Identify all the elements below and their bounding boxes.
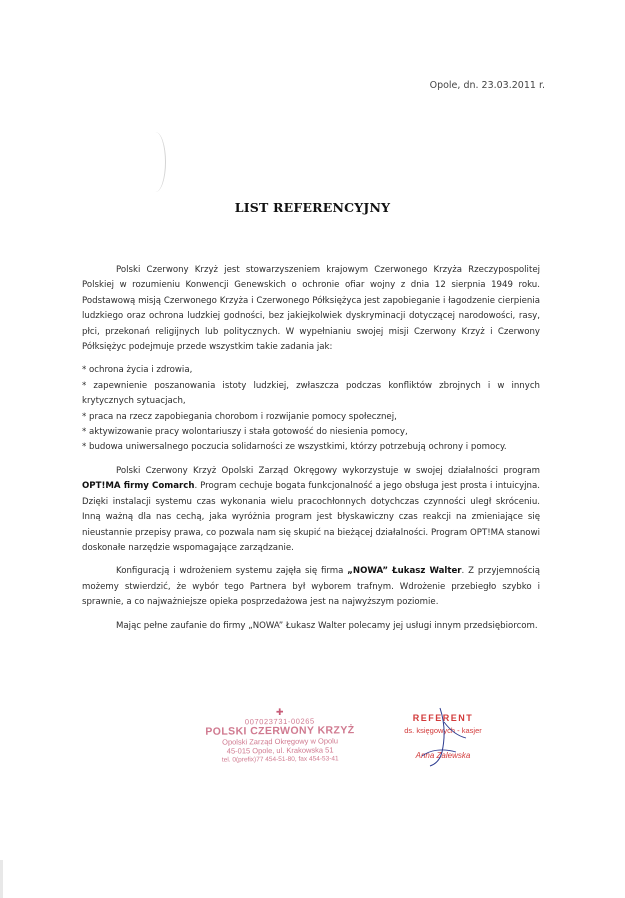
paragraph-partner-start: Konfiguracją i wdrożeniem systemu zajęła się firma	[116, 566, 344, 577]
stamp-organization-name: POLSKI CZERWONY KRZYŻ	[205, 724, 355, 738]
product-name: OPT!MA firmy Comarch	[82, 481, 195, 492]
document-title: LIST REFERENCYJNY	[234, 200, 391, 215]
paragraph-program	[82, 464, 540, 556]
cross-icon: ✚	[275, 706, 284, 718]
list-item: * praca na rzecz zapobiegania chorobom i rozwijanie pomocy społecznej,	[82, 411, 397, 422]
paragraph-recommendation: Mając pełne zaufanie do firmy „NOWA” Łukasz Walter polecamy jej usługi innym przedsiębiorcom.	[116, 620, 538, 631]
paragraph-intro: Polski Czerwony Krzyż jest stowarzyszeniem krajowym Czerwonego Krzyża Rzeczypospolitej Polskiej w rozumieniu Konwencji Genewskich o ochronie ofiar wojny z dnia 12 sierpnia 1949 roku. Podstawową misją Czerwonego Krzyża i Czerwonego Półksiężyca jest zapobieganie i łagodzenie cierpienia ludzkiego oraz ochrona ludzkiej godności, bez jakiejkolwiek dyskryminacji dotyczącej narodowości, rasy, płci, przekonań religijnych lub politycznych. W wypełnianiu swojej misji Czerwony Krzyż i Czerwony Półksiężyc podejmuje przede wszystkim takie zadania jak:	[82, 265, 540, 353]
paragraph-partner-end: . Z przyjemnością możemy stwierdzić, że wybór tego Partnera był wyborem trafnym. Wdrożenie przebiegło szybko i sprawnie, a co najważniejsze opieka posprzedażowa jest na najwyższym poziomie.	[82, 566, 541, 608]
organization-stamp	[205, 707, 356, 765]
referent-title: REFERENT	[412, 713, 474, 723]
list-item: * aktywizowanie pracy wolontariuszy i stała gotowość do niesienia pomocy,	[82, 427, 408, 438]
partner-name: „NOWA” Łukasz Walter	[347, 566, 462, 577]
referent-role: ds. księgowych - kasjer	[404, 726, 482, 735]
stamp-regon: 007023731-00265	[244, 716, 315, 727]
stamp-address: 45-015 Opole, ul. Krakowska 51	[226, 745, 334, 756]
list-item: * zapewnienie poszanowania istoty ludzkiej, zwłaszcza podczas konfliktów zbrojnych i w innych krytycznych sytuacjach,	[82, 380, 540, 407]
handwritten-signature	[400, 700, 480, 770]
paragraph-program-start: Polski Czerwony Krzyż Opolski Zarząd Okręgowy wykorzystuje w swojej działalności program	[116, 465, 540, 476]
paragraph-partner	[82, 564, 540, 610]
task-list	[82, 363, 540, 455]
paragraph-program-end: . Program cechuje bogata funkcjonalność a jego obsługa jest prosta i intuicyjna. Dzięki instalacji systemu czas wykonania wielu pracochłonnych dotychczas czynności uległ skróceniu. Inną ważną dla nas cechą, jaka wyróżnia program jest błyskawiczny czas reakcji na zmieniające się nieustannie przepisy prawa, co pozwala nam się skupić na bieżącej działalności. Program OPT!MA stanowi doskonałe narzędzie wspomagające zarządzanie.	[82, 481, 540, 553]
document-date: Opole, dn. 23.03.2011 r.	[429, 80, 545, 91]
list-item: * ochrona życia i zdrowia,	[82, 365, 193, 376]
referent-name: Anna Zalewska	[415, 751, 471, 760]
punch-mark	[145, 132, 166, 192]
stamp-phone: tel. 0(prefix)77 454-51-80, fax 454-53-41	[221, 755, 339, 764]
letter-body	[82, 263, 540, 642]
stamp-branch: Opolski Zarząd Okręgowy w Opolu	[222, 736, 339, 747]
list-item: * budowa uniwersalnego poczucia solidarności ze wszystkimi, którzy potrzebują ochrony i pomocy.	[82, 442, 507, 453]
scan-edge-mark	[0, 860, 3, 898]
